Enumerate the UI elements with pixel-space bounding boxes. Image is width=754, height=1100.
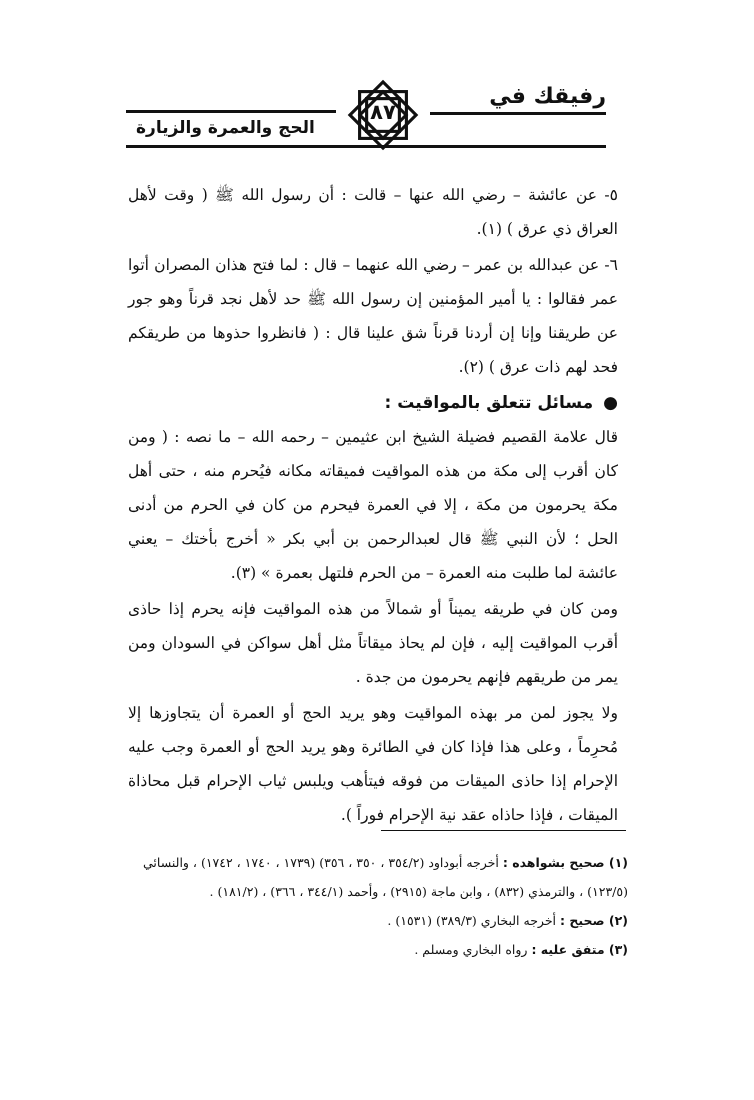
section-heading (128, 386, 618, 420)
paragraph: ٥- عن عائشة – رضي الله عنها – قالت : أن رسول الله ﷺ ( وقت لأهل العراق ذي عرق ) (١). (128, 186, 618, 238)
footnote-label: (٣) متفق عليه : (531, 942, 628, 957)
bullet-icon: ● (603, 393, 618, 413)
section-heading-text: مسائل تتعلق بالمواقيت : (384, 393, 594, 413)
footnote-text: رواه البخاري ومسلم . (414, 942, 528, 957)
footnote (128, 906, 628, 935)
footnote-text: أخرجه البخاري (٣٨٩/٣) (١٥٣١) . (387, 913, 557, 928)
paragraph: ٦- عن عبدالله بن عمر – رضي الله عنهما – قال : لما فتح هذان المصران أتوا عمر فقالوا : يا أمير المؤمنين إن رسول الله ﷺ حد لأهل نجد قرناً وهو جور عن طريقنا وإنا إن أردنا قرناً شق علينا قال : ( فانظروا حذوها من طريقكم فحد لهم ذات عرق ) (٢). (128, 256, 618, 376)
page-header (0, 0, 754, 150)
footnote-text: أخرجه أبوداود (٣٥٤/٢ ، ٣٥٠ ، ٣٥٦) (١٧٣٩ ، ١٧٤٠ ، ١٧٤٢) ، والنسائي (١٢٣/٥) ، والترمذي (٨٣٢) ، وابن ماجة (٢٩١٥) ، وأحمد (٣٤٤/١ ، ٣٦٦) ، (١٨١/٢) . (143, 855, 628, 899)
footnote-label: (٢) صحيح : (560, 913, 628, 928)
header-rule-right (430, 112, 606, 115)
paragraph: قال علامة القصيم فضيلة الشيخ ابن عثيمين – رحمه الله – ما نصه : ( ومن كان أقرب إلى مكة من هذه المواقيت فميقاته مكانه فيُحرم منه ، حتى أهل مكة يحرمون من مكة ، إلا في العمرة فيحرم من كان في الحرم من أدنى الحل ؛ لأن النبي ﷺ قال لعبدالرحمن بن أبي بكر « أخرج بأختك – يعني عائشة لما طلبت منه العمرة – من الحرم فلتهل بعمرة » (٣). (128, 428, 618, 582)
footnote-label: (١) صحيح بشواهده : (502, 855, 628, 870)
book-title: رفيقك في (489, 84, 606, 109)
footnote (128, 935, 628, 964)
footnote-divider (381, 830, 626, 831)
header-rule-top (126, 110, 336, 113)
footnote (128, 848, 628, 906)
paragraph: ولا يجوز لمن مر بهذه المواقيت وهو يريد الحج أو العمرة أن يتجاوزها إلا مُحرِماً ، وعلى هذا فإذا كان في الطائرة وهو يريد الحج أو العمرة وجب عليه الإحرام إذا حاذى الميقات من فوقه فيتأهب ويلبس ثياب الإحرام قبل محاذاة الميقات ، فإذا حاذاه عقد نية الإحرام فوراً ). (128, 704, 618, 824)
footnotes (128, 848, 628, 964)
page-number: ٨٧ (370, 100, 396, 124)
section-title: الحج والعمرة والزيارة (136, 118, 315, 138)
paragraph: ومن كان في طريقه يميناً أو شمالاً من هذه المواقيت فإنه يحرم إذا حاذى أقرب المواقيت إليه ، فإن لم يحاذ ميقاتاً مثل أهل سواكن في السودان ومن يمر من طريقهم فإنهم يحرمون من جدة . (128, 600, 618, 686)
main-text (128, 178, 618, 834)
